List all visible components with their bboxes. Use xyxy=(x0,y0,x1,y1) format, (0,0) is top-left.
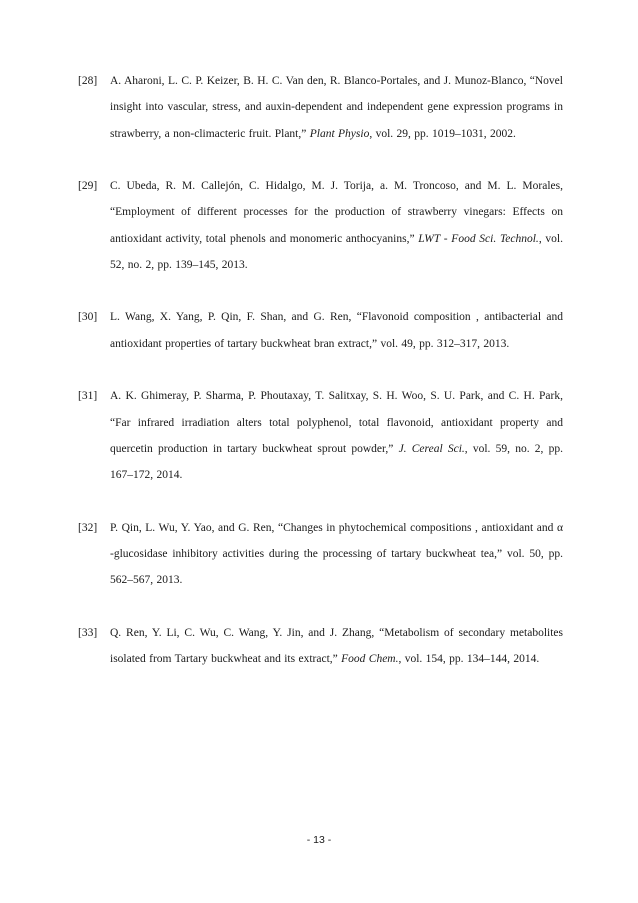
reference-number: [31] xyxy=(78,390,98,403)
reference-number: [33] xyxy=(78,626,98,639)
page-number: - 13 - xyxy=(306,834,332,846)
reference-entry-28 xyxy=(78,68,563,147)
reference-text xyxy=(110,383,563,488)
reference-entry-30 xyxy=(78,304,563,357)
reference-number: [29] xyxy=(78,180,98,193)
reference-entry-32 xyxy=(78,515,563,594)
reference-tail: , vol. 29, pp. 1019–1031, 2002. xyxy=(369,127,516,140)
reference-body: Q. Ren, Y. Li, C. Wu, C. Wang, Y. Jin, and J. Zhang, “Metabolism of secondary metabolites isolated from Tartary buckwheat and its extract,” xyxy=(110,626,563,665)
reference-number: [30] xyxy=(78,311,98,324)
reference-text xyxy=(110,620,563,673)
reference-journal: Plant Physio xyxy=(309,127,370,140)
reference-text xyxy=(110,173,563,278)
reference-journal: LWT - Food Sci. Technol. xyxy=(418,232,539,245)
reference-body: P. Qin, L. Wu, Y. Yao, and G. Ren, “Changes in phytochemical compositions , antioxidant and α -glucosidase inhibitory activities during the processing of tartary buckwheat tea,” vol. 50, pp. 562–567, 2013. xyxy=(110,521,563,587)
reference-journal: Food Chem. xyxy=(341,652,399,665)
reference-tail: , vol. 59, no. 2, pp. 167–172, 2014. xyxy=(110,442,563,482)
reference-text xyxy=(110,304,563,357)
reference-entry-29 xyxy=(78,173,563,278)
reference-journal: J. Cereal Sci. xyxy=(398,442,465,455)
reference-body: L. Wang, X. Yang, P. Qin, F. Shan, and G. Ren, “Flavonoid composition , antibacterial and antioxidant properties of tartary buckwheat bran extract,” vol. 49, pp. 312–317, 2013. xyxy=(110,311,563,350)
reference-tail: , vol. 154, pp. 134–144, 2014. xyxy=(398,652,540,665)
reference-list xyxy=(78,68,563,698)
reference-number: [28] xyxy=(78,75,98,87)
reference-body: A. K. Ghimeray, P. Sharma, P. Phoutaxay, T. Salitxay, S. H. Woo, S. U. Park, and C. H. Park, “Far infrared irradiation alters total polyphenol, total flavonoid, antioxidant property and quercetin production in tartary buckwheat sprout powder,” xyxy=(110,390,563,455)
reference-entry-33 xyxy=(78,620,563,673)
reference-body: A. Aharoni, L. C. P. Keizer, B. H. C. Van den, R. Blanco-Portales, and J. Munoz-Blanco, “Novel insight into vascular, stress, and auxin-dependent and independent gene expression programs in strawberry, a non-climacteric fruit. Plant,” xyxy=(110,75,563,140)
reference-tail: , vol. 52, no. 2, pp. 139–145, 2013. xyxy=(110,232,563,271)
reference-entry-31 xyxy=(78,383,563,488)
reference-text xyxy=(110,515,563,594)
reference-number: [32] xyxy=(78,521,98,534)
reference-text xyxy=(110,68,563,147)
reference-body: C. Ubeda, R. M. Callejón, C. Hidalgo, M. J. Torija, a. M. Troncoso, and M. L. Morales, “Employment of different processes for the production of strawberry vinegars: Effects on antioxidant activity, total phenols and monomeric anthocyanins,” xyxy=(110,180,563,245)
